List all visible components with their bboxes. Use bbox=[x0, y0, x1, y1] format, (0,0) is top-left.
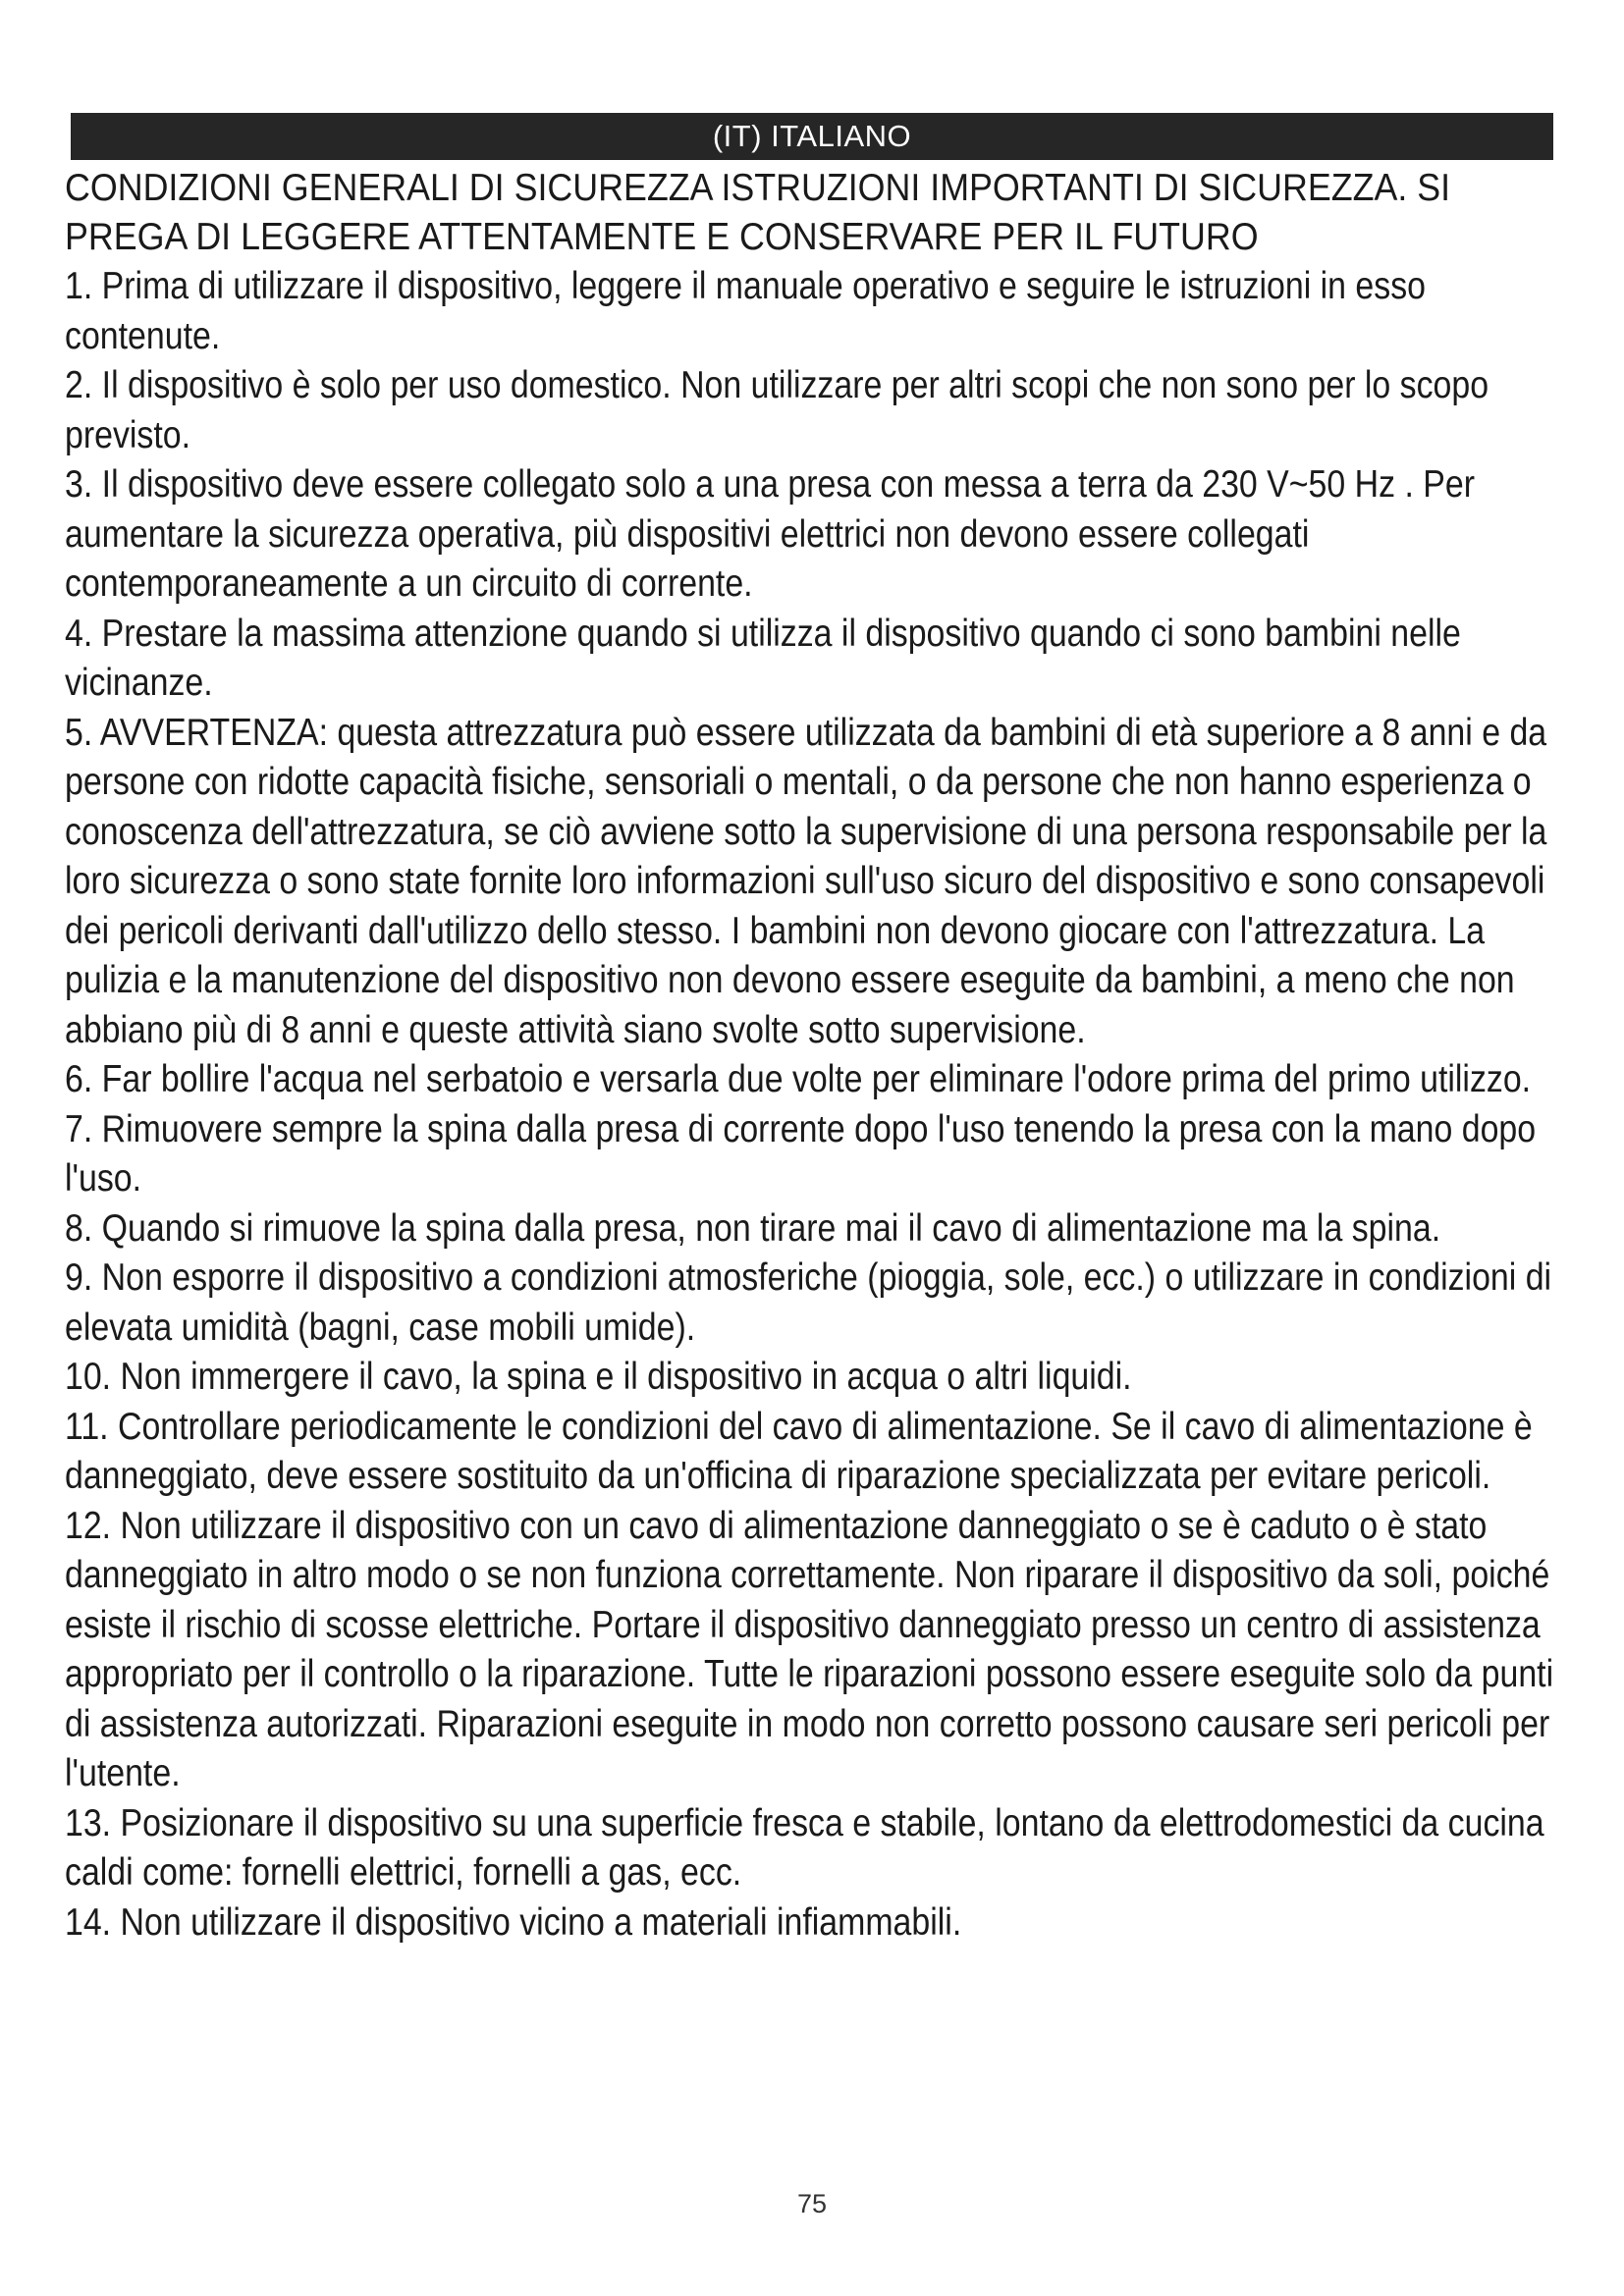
instruction-list bbox=[65, 262, 1557, 1948]
instruction-item-2: 2. Il dispositivo è solo per uso domestico. Non utilizzare per altri scopi che non sono per lo scopo previsto. bbox=[65, 364, 1489, 456]
instruction-item-9: 9. Non esporre il dispositivo a condizioni atmosferiche (pioggia, sole, ecc.) o utilizzare in condizioni di elevata umidità (bagni, case mobili umide). bbox=[65, 1256, 1552, 1349]
instruction-item-3: 3. Il dispositivo deve essere collegato solo a una presa con messa a terra da 230 V~50 Hz . Per aumentare la sicurezza operativa, più dispositivi elettrici non devono essere collegati contemporaneamente a un circuito di corrente. bbox=[65, 463, 1476, 605]
safety-instructions-section bbox=[65, 164, 1557, 1948]
section-title: CONDIZIONI GENERALI DI SICUREZZA ISTRUZIONI IMPORTANTI DI SICUREZZA. SI PREGA DI LEGGERE ATTENTAMENTE E CONSERVARE PER IL FUTURO bbox=[65, 167, 1451, 258]
instruction-item-7: 7. Rimuovere sempre la spina dalla presa di corrente dopo l'uso tenendo la presa con la mano dopo l'uso. bbox=[65, 1107, 1537, 1200]
instruction-item-6: 6. Far bollire l'acqua nel serbatoio e versarla due volte per eliminare l'odore prima del primo utilizzo. bbox=[65, 1058, 1532, 1100]
instruction-item-13: 13. Posizionare il dispositivo su una superficie fresca e stabile, lontano da elettrodomestici da cucina caldi come: fornelli elettrici, fornelli a gas, ecc. bbox=[65, 1801, 1544, 1894]
instruction-item-12: 12. Non utilizzare il dispositivo con un cavo di alimentazione danneggiato o se è caduto o è stato danneggiato in altro modo o se non funziona correttamente. Non riparare il dispositivo da soli, poiché esiste il rischio di scosse elettriche. Portare il dispositivo danneggiato presso un centro di assistenza appropriato per il controllo o la riparazione. Tutte le riparazioni possono essere eseguite solo da punti di assistenza autorizzati. Riparazioni eseguite in modo non corretto possono causare seri pericoli per l'utente. bbox=[65, 1504, 1554, 1794]
instruction-item-1: 1. Prima di utilizzare il dispositivo, leggere il manuale operativo e seguire le istruzioni in esso contenute. bbox=[65, 265, 1426, 357]
page-number: 75 bbox=[796, 2189, 828, 2218]
instruction-item-11: 11. Controllare periodicamente le condizioni del cavo di alimentazione. Se il cavo di alimentazione è danneggiato, deve essere sostituito da un'officina di riparazione specializzata per evitare pericoli. bbox=[65, 1405, 1533, 1497]
instruction-item-5: 5. AVVERTENZA: questa attrezzatura può essere utilizzata da bambini di età superiore a 8 anni e da persone con ridotte capacità fisiche, sensoriali o mentali, o da persone che non hanno esperienza o conoscenza dell'attrezzatura, se ciò avviene sotto la supervisione di una persona responsabile per la loro sicurezza o sono state fornite loro informazioni sull'uso sicuro del dispositivo e sono consapevoli dei pericoli derivanti dall'utilizzo dello stesso. I bambini non devono giocare con l'attrezzatura. La pulizia e la manutenzione del dispositivo non devono essere eseguite da bambini, a meno che non abbiano più di 8 anni e queste attività siano svolte sotto supervisione. bbox=[65, 711, 1547, 1051]
instruction-item-4: 4. Prestare la massima attenzione quando si utilizza il dispositivo quando ci sono bambini nelle vicinanze. bbox=[65, 612, 1461, 704]
language-header-bar: (IT) ITALIANO bbox=[71, 113, 1553, 160]
instruction-item-14: 14. Non utilizzare il dispositivo vicino a materiali infiammabili. bbox=[65, 1900, 962, 1944]
instruction-item-8: 8. Quando si rimuove la spina dalla presa, non tirare mai il cavo di alimentazione ma la spina. bbox=[65, 1206, 1441, 1250]
instruction-item-10: 10. Non immergere il cavo, la spina e il dispositivo in acqua o altri liquidi. bbox=[65, 1356, 1132, 1398]
